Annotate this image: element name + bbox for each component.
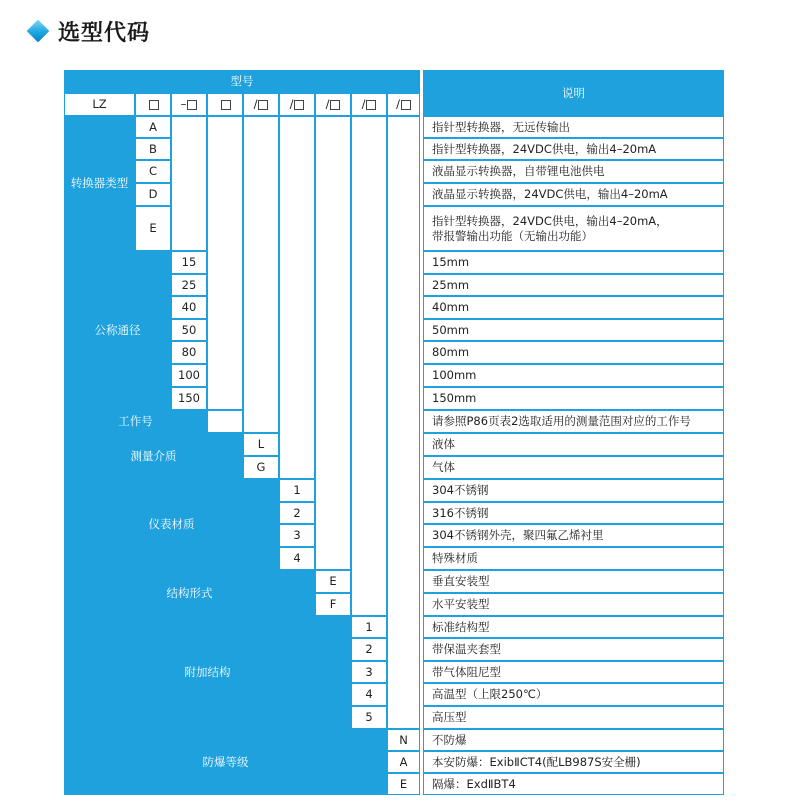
description-cell: 水平安装型 [423,593,724,616]
slash-separator: / [253,97,258,111]
description-cell: 请参照P86页表2选取适用的测量范围对应的工作号 [423,410,724,433]
placeholder-box-icon [258,100,268,110]
placeholder-box-icon [221,100,231,110]
code-cell: 4 [279,547,315,570]
description-cell: 不防爆 [423,729,724,751]
group-label-converter-type: 转换器类型 [64,116,135,251]
header-model: 型号 [64,70,420,93]
model-slot-6 [315,93,351,116]
code-cell: 1 [351,616,387,638]
description-cell: 液晶显示转换器，自带锂电池供电 [423,160,724,183]
blank-column [351,116,387,616]
description-cell [423,206,724,251]
group-label-medium: 测量介质 [64,433,243,479]
code-cell: A [387,751,420,773]
code-cell: 5 [351,706,387,729]
code-cell: 3 [351,661,387,683]
code-cell: 100 [171,364,207,387]
work-number-slot [207,410,243,433]
description-cell: 304不锈钢 [423,479,724,502]
code-cell: 2 [279,502,315,524]
description-cell: 15mm [423,251,724,274]
code-cell: 50 [171,319,207,341]
slash-separator: / [361,97,366,111]
dash-separator: – [180,97,187,111]
group-label-material: 仪表材质 [64,479,279,570]
placeholder-box-icon [401,100,411,110]
blank-column [387,116,420,729]
description-cell: 液晶显示转换器，24VDC供电，输出4–20mA [423,183,724,206]
code-cell: N [387,729,420,751]
model-slot-1 [135,93,171,116]
blank-column [171,116,207,251]
description-cell: 25mm [423,274,724,296]
description-cell: 本安防爆：ExibⅡCT4(配LB987S安全栅) [423,751,724,773]
code-cell: 150 [171,387,207,410]
code-cell: 1 [279,479,315,502]
blank-column [243,116,279,433]
description-cell: 40mm [423,296,724,319]
description-cell: 316不锈钢 [423,502,724,524]
description-cell: 指针型转换器，无远传输出 [423,116,724,138]
code-cell: 2 [351,638,387,661]
description-cell: 50mm [423,319,724,341]
description-cell: 150mm [423,387,724,410]
description-cell: 特殊材质 [423,547,724,570]
code-cell: 15 [171,251,207,274]
slash-separator: / [396,97,400,111]
code-cell: D [135,183,171,206]
placeholder-box-icon [149,100,159,110]
description-line: 指针型转换器，24VDC供电，输出4–20mA， [432,213,668,228]
description-cell: 隔爆：ExdⅡBT4 [423,773,724,795]
description-cell: 标准结构型 [423,616,724,638]
code-cell: 4 [351,683,387,706]
code-cell: E [315,570,351,593]
model-prefix: LZ [64,93,135,116]
description-line: 带报警输出功能（无输出功能） [432,228,593,243]
header-description: 说明 [423,70,724,116]
code-cell: 3 [279,524,315,547]
group-label-structure: 结构形式 [64,570,315,616]
description-cell: 高温型（上限250℃） [423,683,724,706]
page-title: 选型代码 [58,20,151,46]
blank-column [279,116,315,479]
slash-separator: / [289,97,294,111]
section-heading [26,14,150,48]
description-cell: 带气体阻尼型 [423,661,724,683]
code-cell: G [243,456,279,479]
description-cell: 100mm [423,364,724,387]
code-cell: E [135,206,171,251]
group-label-explosion-proof: 防爆等级 [64,729,387,795]
slash-separator: / [325,97,330,111]
model-slot-5 [279,93,315,116]
group-label-work-number: 工作号 [64,410,207,433]
description-cell: 指针型转换器，24VDC供电，输出4–20mA [423,138,724,160]
group-label-additional-structure: 附加结构 [64,616,351,729]
model-slot-3 [207,93,243,116]
code-cell: F [315,593,351,616]
placeholder-box-icon [294,100,304,110]
code-cell: A [135,116,171,138]
placeholder-box-icon [366,100,376,110]
description-cell: 气体 [423,456,724,479]
placeholder-box-icon [187,100,197,110]
code-cell: L [243,433,279,456]
description-cell: 带保温夹套型 [423,638,724,661]
model-slot-4 [243,93,279,116]
model-slot-7 [351,93,387,116]
blank-column [315,116,351,570]
code-cell: 40 [171,296,207,319]
code-cell: B [135,138,171,160]
blank-column [207,116,243,410]
diamond-icon [27,20,50,43]
description-cell: 垂直安装型 [423,570,724,593]
code-cell: 25 [171,274,207,296]
description-cell: 液体 [423,433,724,456]
placeholder-box-icon [330,100,340,110]
code-cell: C [135,160,171,183]
model-slot-8 [387,93,420,116]
code-cell: 80 [171,341,207,364]
model-slot-2 [171,93,207,116]
description-cell: 304不锈钢外壳，聚四氟乙烯衬里 [423,524,724,547]
description-cell: 80mm [423,341,724,364]
code-cell: E [387,773,420,795]
group-label-nominal-diameter: 公称通径 [64,251,171,410]
description-cell: 高压型 [423,706,724,729]
